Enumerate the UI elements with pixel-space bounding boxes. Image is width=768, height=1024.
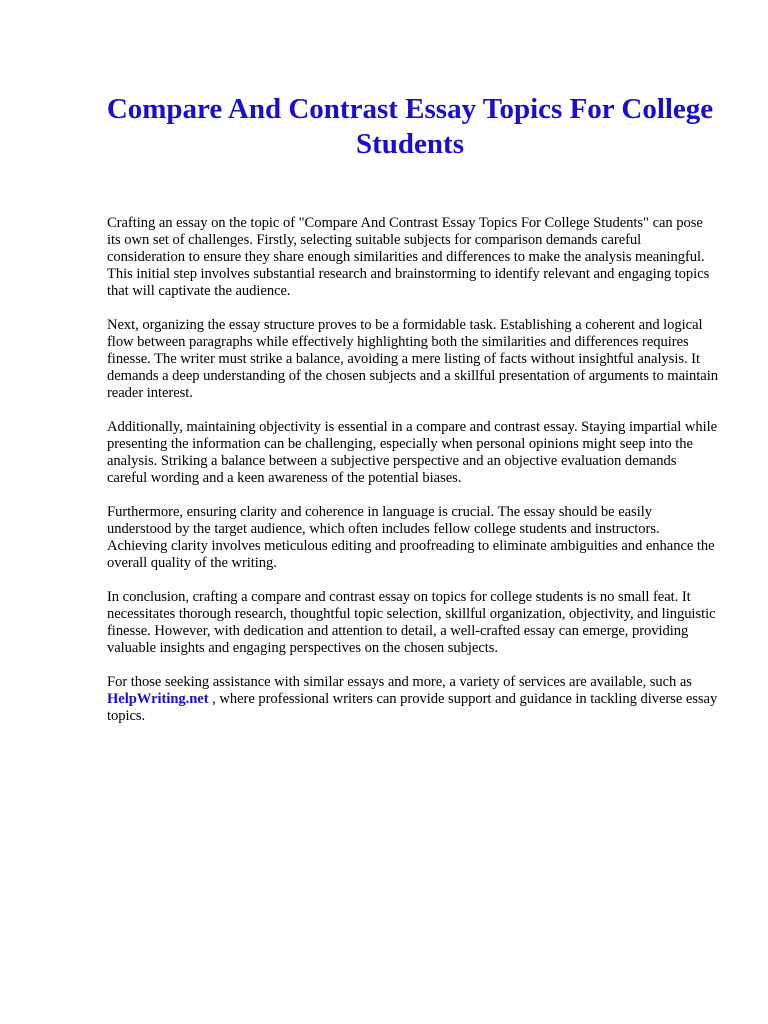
paragraph-2: Next, organizing the essay structure proves to be a formidable task. Establishing a coherent and logical flow between paragraphs while effectively highlighting both the similarities and differences requires finesse. The writer must strike a balance, avoiding a mere listing of facts without insightful analysis. It demands a deep understanding of the chosen subjects and a skillful presentation of arguments to maintain reader interest. (107, 317, 718, 401)
paragraph-4: Furthermore, ensuring clarity and coherence in language is crucial. The essay should be easily understood by the target audience, which often includes fellow college students and instructors. Achieving clarity involves meticulous editing and proofreading to eliminate ambiguities and enhance the overall quality of the writing. (107, 504, 715, 571)
paragraph-3: Additionally, maintaining objectivity is essential in a compare and contrast essay. Staying impartial while presenting the information can be challenging, especially when personal opinions might seep into the analysis. Striking a balance between a subjective perspective and an objective evaluation demands careful wording and a keen awareness of the potential biases. (107, 419, 718, 486)
paragraph-6-lead: For those seeking assistance with similar essays and more, a variety of services are available, such as (107, 674, 692, 690)
paragraph-6 (107, 674, 719, 725)
essay-body (107, 215, 719, 742)
page-title: Compare And Contrast Essay Topics For College Students (106, 93, 714, 160)
paragraph-5: In conclusion, crafting a compare and contrast essay on topics for college students is no small feat. It necessitates thorough research, thoughtful topic selection, skillful organization, objectivity, and linguistic finesse. However, with dedication and attention to detail, a well-crafted essay can emerge, providing valuable insights and engaging perspectives on the chosen subjects. (107, 589, 716, 656)
paragraph-6-tail: , where professional writers can provide support and guidance in tackling diverse essay topics. (107, 691, 718, 724)
helpwriting-link[interactable]: HelpWriting.net (107, 691, 209, 707)
paragraph-1: Crafting an essay on the topic of "Compare And Contrast Essay Topics For College Students" can pose its own set of challenges. Firstly, selecting suitable subjects for comparison demands careful consideration to ensure they share enough similarities and differences to make the analysis meaningful. This initial step involves substantial research and brainstorming to identify relevant and engaging topics that will captivate the audience. (107, 215, 710, 299)
